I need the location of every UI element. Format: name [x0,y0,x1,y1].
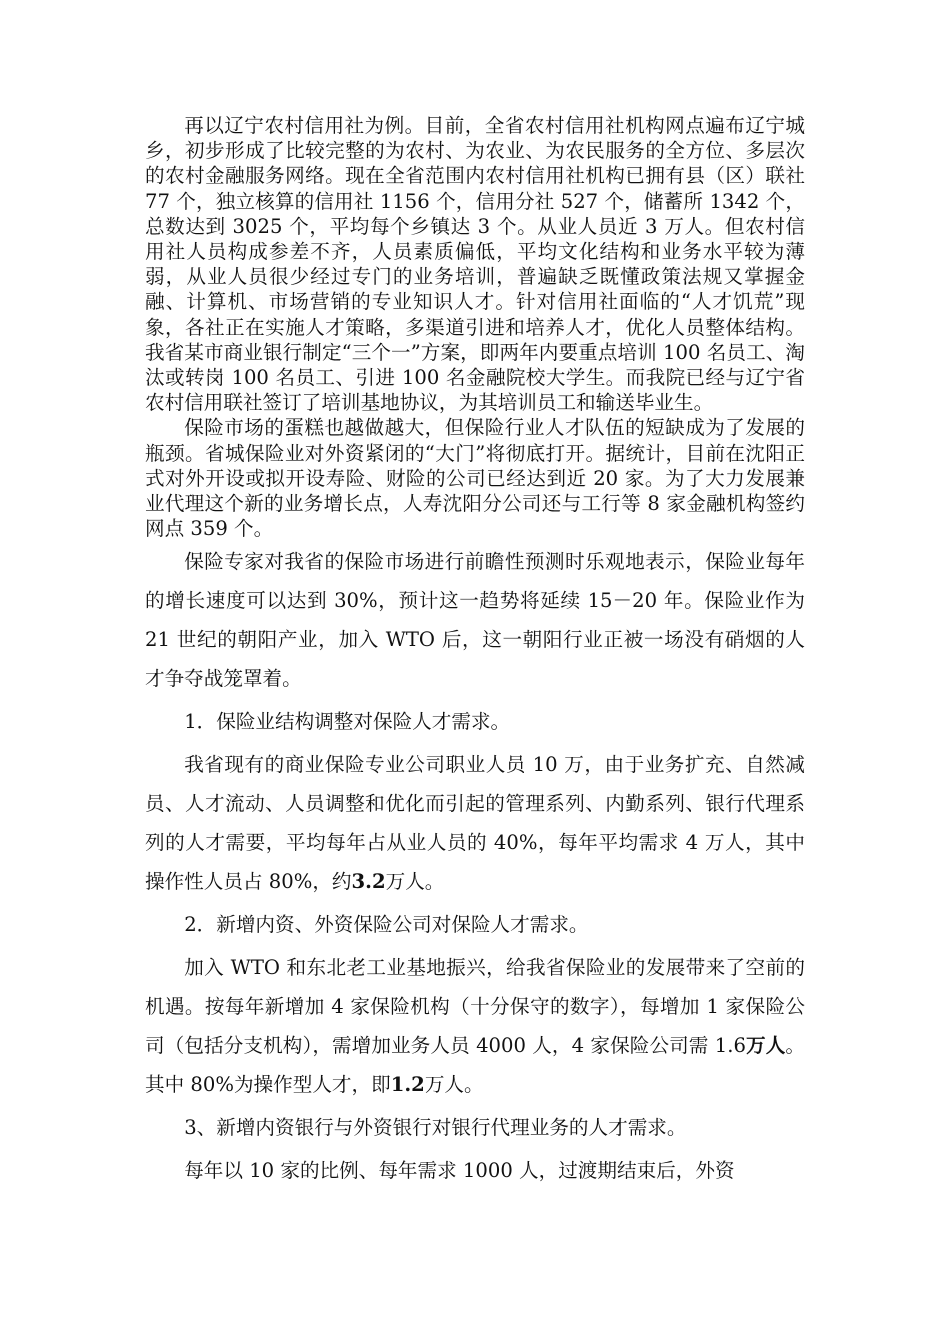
bold-number: 3.2 [351,870,386,894]
paragraph-bank-demand: 每年以 10 家的比例、每年需求 1000 人，过渡期结束后，外资 [184,1159,735,1183]
paragraph-rural-credit: 再以辽宁农村信用社为例。目前，全省农村信用社机构网点遍布辽宁城乡，初步形成了比较完整的为农村、为农业、为农民服务的全方位、多层次的农村金融服务网络。现在全省范围内农村信用社机构已拥有县（区）联社 77 个，独立核算的信用社 1156 个，信用分社 527 个，储蓄所 1342 个，总数达到 3025 个，平均每个乡镇达 3 个。从业人员近 3 万人。但农村信用社人员构成参差不齐，人员素质偏低，平均文化结构和业务水平较为薄弱，从业人员很少经过专门的业务培训，普遍缺乏既懂政策法规又掌握金融、计算机、市场营销的专业知识人才。针对信用社面临的“人才饥荒”现象，各社正在实施人才策略，多渠道引进和培养人才，优化人员整体结构。我省某市商业银行制定“三个一”方案，即两年内要重点培训 100 名员工、淘汰或转岗 100 名员工、引进 100 名金融院校大学生。而我院已经与辽宁省农村信用联社签订了培训基地协议，为其培训员工和输送毕业生。 [145,114,805,415]
paragraph-text-mid: 。其中 80%为操作型人才，即 [145,1034,806,1097]
paragraph-commercial-insurance [145,745,805,901]
paragraph-text-tail: 万人。 [424,1073,484,1097]
bold-unit: 万人 [745,1034,786,1058]
paragraph-insurance-forecast: 保险专家对我省的保险市场进行前瞻性预测时乐观地表示，保险业每年的增长速度可以达到 30%，预计这一趋势将延续 15－20 年。保险业作为 21 世纪的朝阳产业，加入 WTO 后，这一朝阳行业正被一场没有硝烟的人才争夺战笼罩着。 [145,550,805,691]
paragraph-text-tail: 万人。 [385,870,445,894]
heading-structure-adjustment: 1．保险业结构调整对保险人才需求。 [184,710,511,734]
document-page [145,113,805,1190]
paragraph-text: 我省现有的商业保险专业公司职业人员 10 万，由于业务扩充、自然减员、人才流动、人员调整和优化而引起的管理系列、内勤系列、银行代理系列的人才需要，平均每年占从业人员的 40%，每年平均需求 4 万人，其中操作性人员占 80%，约 [145,753,805,894]
heading-bank-agency: 3、新增内资银行与外资银行对银行代理业务的人才需求。 [184,1116,687,1140]
bold-number: 1.2 [390,1073,425,1097]
paragraph-insurance-market: 保险市场的蛋糕也越做越大，但保险行业人才队伍的短缺成为了发展的瓶颈。省城保险业对外资紧闭的“大门”将彻底打开。据统计，目前在沈阳正式对外开设或拟开设寿险、财险的公司已经达到近 20 家。为了大力发展兼业代理这个新的业务增长点，人寿沈阳分公司还与工行等 8 家金融机构签约网点 359 个。 [145,416,805,541]
dense-section [145,113,805,541]
loose-section [145,542,805,1190]
paragraph-wto-opportunity [145,948,805,1104]
heading-new-insurance-companies: 2．新增内资、外资保险公司对保险人才需求。 [184,913,589,937]
paragraph-text: 加入 WTO 和东北老工业基地振兴，给我省保险业的发展带来了空前的机遇。按每年新增加 4 家保险机构（十分保守的数字），每增加 1 家保险公司（包括分支机构），需增加业务人员 4000 人，4 家保险公司需 1.6 [145,956,805,1058]
